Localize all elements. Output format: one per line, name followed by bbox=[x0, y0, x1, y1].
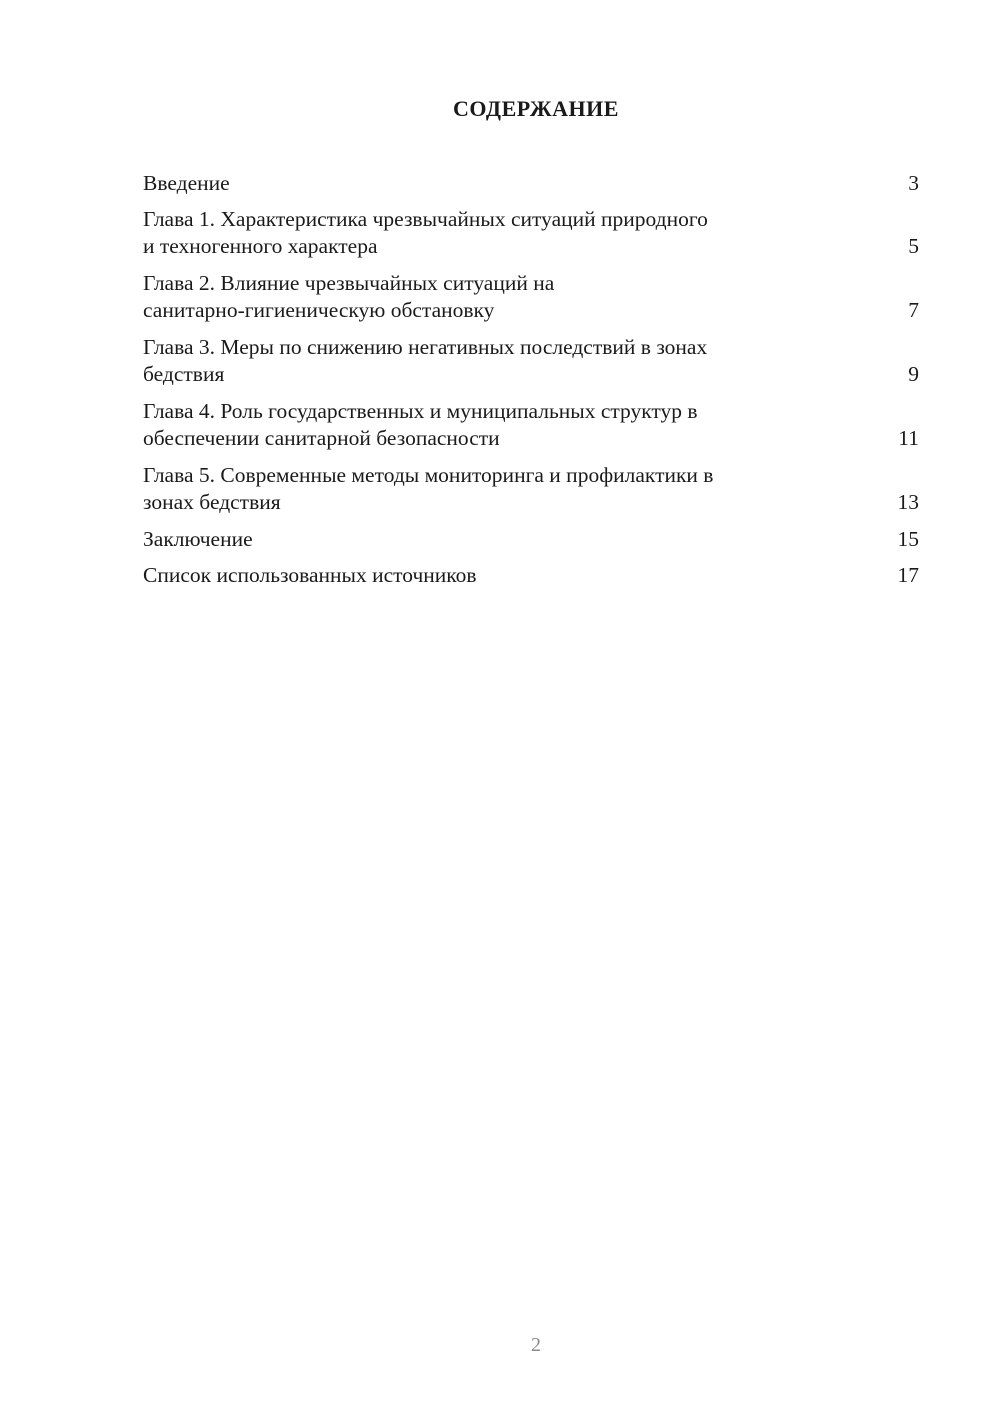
toc-entry-conclusion[interactable] bbox=[143, 526, 919, 553]
toc-entry-line: Глава 1. Характеристика чрезвычайных ситуаций природного bbox=[143, 207, 708, 231]
toc-entry-line: санитарно-гигиеническую обстановку bbox=[143, 298, 495, 322]
toc-entry-line: Глава 5. Современные методы мониторинга и профилактики в bbox=[143, 463, 714, 487]
toc-entry-title bbox=[143, 526, 823, 553]
toc-entry-page: 3 bbox=[908, 171, 919, 195]
toc-entry-title bbox=[143, 462, 823, 516]
toc-entry-chapter-2[interactable] bbox=[143, 270, 919, 324]
table-of-contents bbox=[143, 170, 919, 598]
toc-entry-line: Глава 3. Меры по снижению негативных последствий в зонах bbox=[143, 335, 708, 359]
toc-entry-chapter-3[interactable] bbox=[143, 334, 919, 388]
toc-entry-line: зонах бедствия bbox=[143, 490, 281, 514]
toc-entry-chapter-5[interactable] bbox=[143, 462, 919, 516]
toc-entry-line: Глава 4. Роль государственных и муниципальных структур в bbox=[143, 399, 698, 423]
toc-entry-title bbox=[143, 206, 823, 260]
toc-entry-title bbox=[143, 398, 823, 452]
toc-entry-title bbox=[143, 334, 823, 388]
toc-entry-line: Список использованных источников bbox=[143, 563, 477, 587]
toc-entry-title bbox=[143, 562, 823, 589]
toc-entry-line: обеспечении санитарной безопасности bbox=[143, 426, 500, 450]
toc-entry-references[interactable] bbox=[143, 562, 919, 589]
toc-entry-title bbox=[143, 270, 823, 324]
toc-entry-line: Глава 2. Влияние чрезвычайных ситуаций на bbox=[143, 271, 555, 295]
toc-entry-page: 7 bbox=[908, 298, 919, 322]
page-number: 2 bbox=[531, 1334, 541, 1356]
toc-entry-page: 11 bbox=[898, 426, 919, 450]
toc-entry-line: Введение bbox=[143, 171, 230, 195]
toc-entry-line: и техногенного характера bbox=[143, 234, 378, 258]
toc-entry-title bbox=[143, 170, 823, 197]
toc-entry-page: 15 bbox=[897, 527, 919, 551]
toc-entry-line: Заключение bbox=[143, 527, 253, 551]
toc-entry-chapter-1[interactable] bbox=[143, 206, 919, 260]
toc-entry-introduction[interactable] bbox=[143, 170, 919, 197]
toc-entry-page: 5 bbox=[908, 234, 919, 258]
page-title: СОДЕРЖАНИЕ bbox=[453, 96, 619, 121]
toc-entry-page: 17 bbox=[897, 563, 919, 587]
toc-entry-line: бедствия bbox=[143, 362, 225, 386]
toc-entry-chapter-4[interactable] bbox=[143, 398, 919, 452]
toc-entry-page: 9 bbox=[908, 362, 919, 386]
toc-entry-page: 13 bbox=[897, 490, 919, 514]
